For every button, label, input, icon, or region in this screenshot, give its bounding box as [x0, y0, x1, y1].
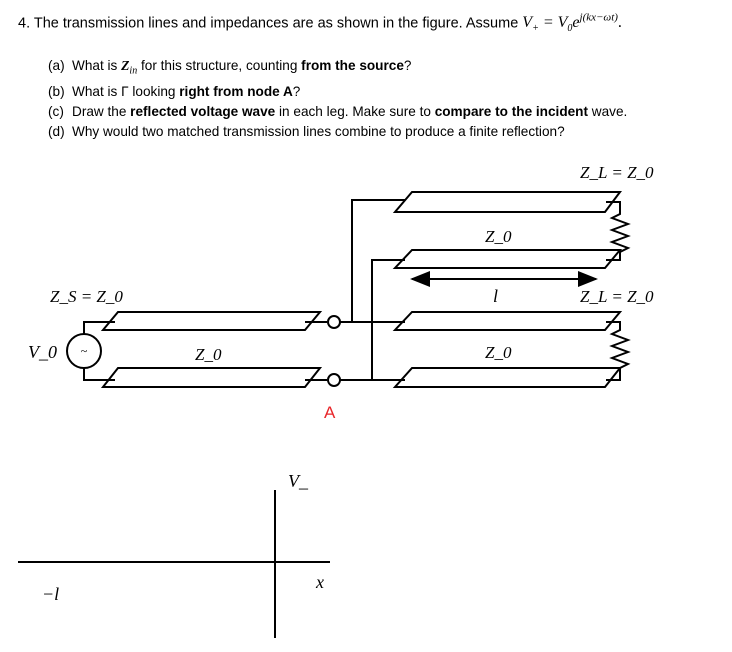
- left-line-upper: [103, 312, 320, 330]
- z0-top-leg-label: Z_0: [485, 227, 512, 246]
- node-terminal-bottom: [328, 374, 340, 386]
- bottom-leg-upper-line: [395, 312, 620, 330]
- x-axis-label: x: [316, 572, 324, 592]
- top-leg-upper-line: [395, 192, 620, 212]
- zs-label: Z_S = Z_0: [50, 287, 123, 306]
- bottom-leg-lower-line: [395, 368, 620, 387]
- question-body: The transmission lines and impedances are as shown in the figure. Assume: [33, 15, 519, 32]
- left-line-lower: [103, 368, 320, 387]
- source-symbol: ~: [80, 344, 88, 358]
- question-number: 4.: [18, 15, 31, 32]
- wire-node-to-top-leg-return: [340, 260, 405, 380]
- zl-top-label: Z_L = Z_0: [580, 163, 654, 182]
- source-label: V_0: [28, 342, 57, 362]
- node-terminal-top: [328, 316, 340, 328]
- z0-left-line-label: Z_0: [195, 345, 222, 364]
- zl-bottom-label: Z_L = Z_0: [580, 287, 654, 306]
- part-a: (a) What is $Z_{in}$ for this structure, counting from the source?: [48, 58, 412, 77]
- z0-bottom-leg-label: Z_0: [485, 343, 512, 362]
- node-a-label: A: [324, 403, 336, 422]
- part-d: (d) Why would two matched transmission lines combine to produce a finite reflection?: [48, 123, 565, 139]
- y-axis-label: V_: [288, 471, 308, 491]
- top-load-resistor: [606, 202, 628, 260]
- length-label: l: [493, 286, 499, 306]
- top-leg-lower-line: [395, 250, 620, 268]
- x-tick-label: −l: [42, 584, 60, 604]
- part-c: (c) Draw the reflected voltage wave in each leg. Make sure to compare to the incident wave.: [48, 103, 628, 119]
- assumption-equation: $V_+ = V_0e^{j(kx-\omega t)}$.: [522, 12, 622, 35]
- part-b: (b) What is Γ looking right from node A?: [48, 83, 301, 99]
